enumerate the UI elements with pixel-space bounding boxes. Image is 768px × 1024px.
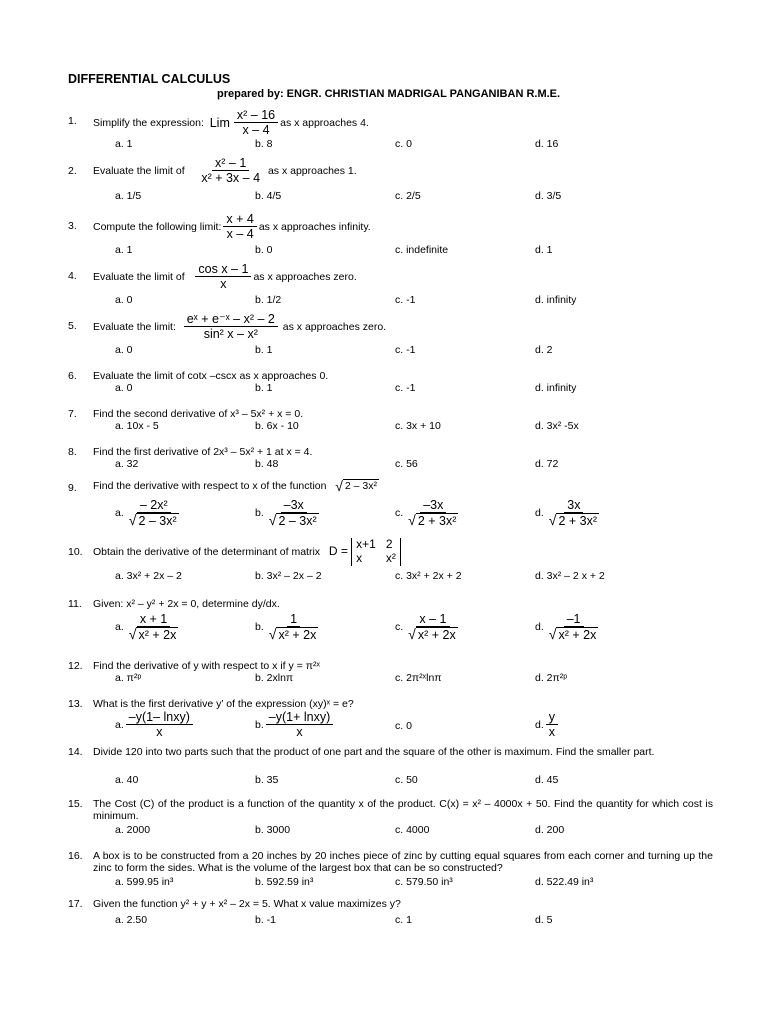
option-c[interactable]: c. 50 xyxy=(395,774,418,786)
answer-options xyxy=(68,612,716,652)
answer-options xyxy=(68,382,716,396)
answer-options xyxy=(68,420,716,434)
question-text: A box is to be constructed from a 20 inches by 20 inches piece of zinc by cutting equal squares from each corner and turning up the zinc to form the sides. What is the volume of the largest box that can be so constructed? xyxy=(93,850,713,875)
option-d[interactable]: d. infinity xyxy=(535,294,577,306)
option-d[interactable]: d. 5 xyxy=(535,914,553,926)
option-b[interactable]: b. 48 xyxy=(255,458,279,470)
option-b[interactable]: b. 6x - 10 xyxy=(255,420,299,432)
option-b[interactable]: b. 8 xyxy=(255,138,273,150)
option-d[interactable]: d. 200 xyxy=(535,824,565,836)
option-c[interactable]: c. 4000 xyxy=(395,824,430,836)
option-c[interactable]: c. –3x √ 2 + 3x² xyxy=(395,498,457,529)
question-number: 3. xyxy=(68,220,77,232)
question-number: 9. xyxy=(68,482,77,494)
option-a[interactable]: a. 1/5 xyxy=(115,190,142,202)
option-a[interactable]: a. 1 xyxy=(115,244,133,256)
option-c[interactable]: c. 3x + 10 xyxy=(395,420,441,432)
question-number: 14. xyxy=(68,746,83,758)
option-a[interactable]: a. 599.95 in³ xyxy=(115,876,174,888)
question-8 xyxy=(68,442,716,472)
answer-options xyxy=(68,710,716,750)
option-d[interactable]: d. 3x² – 2 x + 2 xyxy=(535,570,605,582)
question-number: 11. xyxy=(68,598,82,610)
option-c[interactable]: c. -1 xyxy=(395,344,416,356)
question-number: 2. xyxy=(68,165,77,177)
fraction: $\frac{x + 4}{x - 4}$ xyxy=(223,212,256,242)
determinant-matrix: D = x+1 2 x x² xyxy=(329,538,401,566)
answer-options xyxy=(68,498,716,538)
question-17 xyxy=(68,898,716,928)
option-a[interactable]: a. 0 xyxy=(115,294,133,306)
answer-options xyxy=(68,244,716,258)
answer-options xyxy=(68,876,716,890)
option-b[interactable]: b. 1 xyxy=(255,382,273,394)
option-d[interactable]: d. infinity xyxy=(535,382,577,394)
option-c[interactable]: c. indefinite xyxy=(395,244,449,256)
option-b[interactable]: b. 35 xyxy=(255,774,279,786)
option-a[interactable]: a. 10x - 5 xyxy=(115,420,159,432)
fraction: $\frac{\text{eˣ + e⁻ˣ – x² – 2}}{\text{sin² x – x²}}$ xyxy=(184,312,278,342)
fraction: $\frac{\text{x² – 16}}{x - 4}$ xyxy=(234,108,278,138)
question-text: Simplify the expression: Lim $\frac{\text{x² – 16}}{x - 4}$ as x approaches 4. xyxy=(93,108,369,138)
option-d[interactable]: d. 72 xyxy=(535,458,559,470)
document-subtitle: prepared by: ENGR. CHRISTIAN MADRIGAL PANGANIBAN R.M.E. xyxy=(217,88,561,100)
option-b[interactable]: b. $\frac{\text{–y(1+ lnxy)}}{x}$ xyxy=(255,710,335,740)
option-a[interactable]: a. π²ᵖ xyxy=(115,672,142,684)
answer-options xyxy=(68,570,716,584)
question-12 xyxy=(68,656,716,686)
option-a[interactable]: a. 32 xyxy=(115,458,139,470)
question-text: Given the function y² + y + x² – 2x = 5. What x value maximizes y? xyxy=(93,898,401,910)
question-6 xyxy=(68,366,716,396)
question-number: 6. xyxy=(68,370,77,382)
question-13 xyxy=(68,694,716,750)
option-a[interactable]: a. 0 xyxy=(115,382,133,394)
answer-options xyxy=(68,914,716,928)
question-number: 7. xyxy=(68,408,77,420)
option-b[interactable]: b. 592.59 in³ xyxy=(255,876,314,888)
radical: √ 2 – 3x² xyxy=(335,478,378,494)
answer-options xyxy=(68,294,716,308)
option-c[interactable]: c. 3x² + 2x + 2 xyxy=(395,570,462,582)
option-a[interactable]: a. 2.50 xyxy=(115,914,148,926)
fraction: $\frac{\text{cos x – 1}}{x}$ xyxy=(195,262,251,292)
question-text: Evaluate the limit of $\frac{\text{cos x – 1}}{x}$ as x approaches zero. xyxy=(93,262,357,292)
option-b[interactable]: b. 0 xyxy=(255,244,273,256)
option-b[interactable]: b. 3000 xyxy=(255,824,291,836)
option-a[interactable]: a. 1 xyxy=(115,138,133,150)
question-text: Find the derivative of y with respect to x if y = π²ˣ xyxy=(93,660,320,672)
option-b[interactable]: b. 4/5 xyxy=(255,190,282,202)
option-c[interactable]: c. 56 xyxy=(395,458,418,470)
answer-options xyxy=(68,458,716,472)
option-c[interactable]: c. 1 xyxy=(395,914,412,926)
answer-options xyxy=(68,774,716,788)
option-a[interactable]: a. 0 xyxy=(115,344,133,356)
question-text: Find the derivative with respect to x of the function √ 2 – 3x² xyxy=(93,478,378,494)
question-number: 17. xyxy=(68,898,83,910)
option-c[interactable]: c. x – 1 √ x² + 2x xyxy=(395,612,456,643)
option-d[interactable]: d. 45 xyxy=(535,774,559,786)
answer-options xyxy=(68,138,716,152)
question-9 xyxy=(68,478,716,538)
question-3 xyxy=(68,212,716,258)
option-b[interactable]: b. -1 xyxy=(255,914,277,926)
option-c[interactable]: c. 2/5 xyxy=(395,190,421,202)
question-14 xyxy=(68,746,716,788)
question-text: Divide 120 into two parts such that the product of one part and the square of the other is maximum. Find the smaller part. xyxy=(93,746,655,758)
question-text: Find the second derivative of x³ – 5x² + x = 0. xyxy=(93,408,304,420)
answer-options xyxy=(68,344,716,358)
question-text: Find the first derivative of 2x³ – 5x² + 1 at x = 4. xyxy=(93,446,313,458)
question-number: 12. xyxy=(68,660,83,672)
option-d[interactable]: d. $\frac{y}{x}$ xyxy=(535,710,560,740)
question-text: Evaluate the limit of cotx –cscx as x approaches 0. xyxy=(93,370,329,382)
question-7 xyxy=(68,404,716,434)
option-d[interactable]: d. –1 √ x² + 2x xyxy=(535,612,597,643)
option-a[interactable]: a. 3x² + 2x – 2 xyxy=(115,570,182,582)
option-b[interactable]: b. 3x² – 2x – 2 xyxy=(255,570,322,582)
question-text: Given: x² – y² + 2x = 0, determine dy/dx. xyxy=(93,598,280,610)
option-c[interactable]: c. 0 xyxy=(395,138,412,150)
question-1 xyxy=(68,108,716,152)
option-d[interactable]: d. 1 xyxy=(535,244,553,256)
option-d[interactable]: d. 3x² -5x xyxy=(535,420,579,432)
question-number: 15. xyxy=(68,798,83,810)
answer-options xyxy=(68,824,716,838)
question-text: Obtain the derivative of the determinant of matrix D = x+1 2 x x² xyxy=(93,538,401,566)
option-a[interactable]: a. x + 1 √ x² + 2x xyxy=(115,612,177,643)
option-a[interactable]: a. 2000 xyxy=(115,824,151,836)
question-4 xyxy=(68,262,716,308)
option-d[interactable]: d. 16 xyxy=(535,138,559,150)
question-number: 16. xyxy=(68,850,83,862)
answer-options xyxy=(68,190,716,204)
question-text: Compute the following limit: $\frac{x + 4}{x - 4}$ as x approaches infinity. xyxy=(93,212,371,242)
question-text: Evaluate the limit of $\frac{\text{x² – 1}}{\text{x² + 3x – 4}}$ as x approaches 1. xyxy=(93,156,357,186)
option-d[interactable]: d. 522.49 in³ xyxy=(535,876,594,888)
question-10 xyxy=(68,538,716,584)
question-2 xyxy=(68,156,716,204)
question-16 xyxy=(68,850,716,890)
option-d[interactable]: d. 3x √ 2 + 3x² xyxy=(535,498,598,529)
question-15 xyxy=(68,798,716,838)
fraction: $\frac{\text{x² – 1}}{\text{x² + 3x – 4}}$ xyxy=(201,156,261,186)
question-text: The Cost (C) of the product is a function of the quantity x of the product. C(x) = x² – 4000x + 50. Find the quantity for which cost is minimum. xyxy=(93,798,713,823)
question-number: 10. xyxy=(68,546,83,558)
option-d[interactable]: d. 2π²ᵖ xyxy=(535,672,568,684)
option-c[interactable]: c. -1 xyxy=(395,382,416,394)
option-d[interactable]: d. 3/5 xyxy=(535,190,562,202)
document-title: DIFFERENTIAL CALCULUS xyxy=(68,72,231,86)
question-number: 4. xyxy=(68,270,77,282)
option-c[interactable]: c. 0 xyxy=(395,720,412,732)
question-number: 8. xyxy=(68,446,77,458)
option-b[interactable]: b. 2xlnπ xyxy=(255,672,294,684)
option-c[interactable]: c. -1 xyxy=(395,294,416,306)
option-b[interactable]: b. 1 √ x² + 2x xyxy=(255,612,317,643)
option-c[interactable]: c. 579.50 in³ xyxy=(395,876,453,888)
option-c[interactable]: c. 2π²ˣlnπ xyxy=(395,672,442,684)
option-b[interactable]: b. –3x √ 2 – 3x² xyxy=(255,498,317,529)
question-5 xyxy=(68,312,716,358)
question-number: 1. xyxy=(68,115,77,127)
question-11 xyxy=(68,594,716,652)
option-a[interactable]: a. $\frac{\text{–y(1– lnxy)}}{x}$ xyxy=(115,710,195,740)
option-a[interactable]: a. – 2x² √ 2 – 3x² xyxy=(115,498,177,529)
question-number: 13. xyxy=(68,698,83,710)
option-a[interactable]: a. 40 xyxy=(115,774,139,786)
answer-options xyxy=(68,672,716,686)
question-number: 5. xyxy=(68,320,77,332)
option-b[interactable]: b. 1/2 xyxy=(255,294,282,306)
question-text: Evaluate the limit: $\frac{\text{eˣ + e⁻ˣ – x² – 2}}{\text{sin² x – x²}}$ as x approaches zero. xyxy=(93,312,387,342)
option-b[interactable]: b. 1 xyxy=(255,344,273,356)
question-text: What is the first derivative y’ of the expression (xy)ˣ = e? xyxy=(93,698,354,710)
option-d[interactable]: d. 2 xyxy=(535,344,553,356)
